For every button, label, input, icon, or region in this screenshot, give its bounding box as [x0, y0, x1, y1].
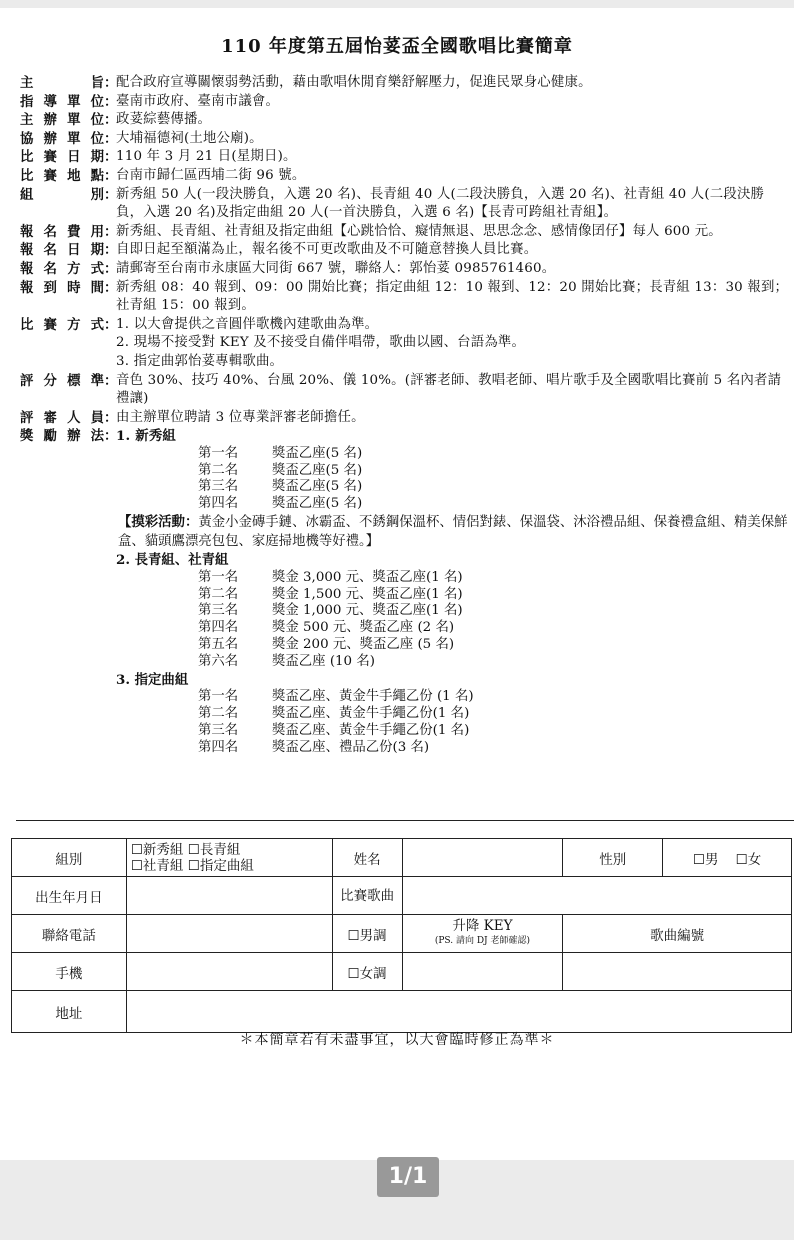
- prize-row: [20, 723, 790, 740]
- rule-label: 組別: [20, 186, 104, 203]
- prize-desc: 獎盃乙座(5 名): [272, 479, 363, 495]
- rule-value: 政荽綜藝傳播。: [116, 112, 212, 128]
- rule-value: 新秀組、長青組、社青組及指定曲組【心跳恰恰、癡情無退、思思念念、感情像囝仔】每人 600 元。: [116, 223, 722, 239]
- rule-value: 由主辦單位聘請 3 位專業評審老師擔任。: [116, 409, 365, 425]
- group-label: 組別: [12, 839, 127, 877]
- key-field[interactable]: [402, 953, 563, 991]
- gender-options: [663, 839, 792, 877]
- prize-row: [20, 654, 790, 671]
- name-field[interactable]: [402, 839, 563, 877]
- checkbox-elder-group[interactable]: ☐長青組: [187, 841, 241, 858]
- prize-rank: 第二名: [198, 706, 239, 722]
- prize-desc: 獎盃乙座(5 名): [272, 445, 363, 461]
- rule-label: 指導單位: [20, 93, 104, 110]
- prize-row: [20, 496, 790, 513]
- prize-rank: 第二名: [198, 462, 239, 478]
- prize-row: [20, 706, 790, 723]
- rule-value: 110 年 3 月 21 日(星期日)。: [116, 149, 297, 165]
- prize-desc: 獎金 3,000 元、獎盃乙座(1 名): [272, 569, 463, 585]
- rule-label: 報名費用: [20, 223, 104, 240]
- prize-row: [20, 587, 790, 604]
- phone-label: 聯絡電話: [12, 915, 127, 953]
- rule-label: 協辦單位: [20, 130, 104, 147]
- method-item: 1. 以大會提供之音圓伴歌機內建歌曲為準。: [116, 316, 379, 332]
- prize-desc: 獎盃乙座、禮品乙份(3 名): [272, 739, 430, 755]
- rule-row: 指導單位 ： 臺南市政府、臺南市議會。: [20, 93, 790, 112]
- group-options: [126, 839, 332, 877]
- checkbox-female[interactable]: ☐女: [735, 851, 762, 868]
- award-category-title: 2. 長青組、社青組: [116, 552, 229, 569]
- rule-label: 報到時間: [20, 279, 104, 296]
- rule-value: 台南市歸仁區西埔二街 96 號。: [116, 167, 306, 183]
- award-list-new: [20, 446, 790, 513]
- rule-label: 報名方式: [20, 260, 104, 277]
- prize-row: [20, 620, 790, 637]
- rule-label: 比賽方式: [20, 316, 104, 333]
- rule-label: 比賽日期: [20, 149, 104, 166]
- prize-desc: 獎盃乙座(5 名): [272, 462, 363, 478]
- rule-label: 主旨: [20, 75, 104, 91]
- phone-field[interactable]: [126, 915, 332, 953]
- rule-scoring: 評分標準 ： 音色 30%、技巧 40%、台風 20%、儀 10%。(評審老師、教唱老師、唱片歌手及全國歌唱比賽前 5 名內者請禮讓): [20, 372, 790, 409]
- method-item: 3. 指定曲郭怡荽專輯歌曲。: [116, 353, 284, 369]
- registration-form: [11, 838, 792, 1033]
- prize-row: [20, 740, 790, 757]
- lottery-note: [20, 513, 790, 551]
- prize-row: [20, 463, 790, 480]
- prize-row: [20, 446, 790, 463]
- lottery-label: 【摸彩活動：: [118, 514, 199, 531]
- rules-section: [20, 74, 790, 756]
- page-indicator: 1/1: [377, 1157, 439, 1197]
- prize-rank: 第三名: [198, 479, 239, 495]
- prize-desc: 獎金 1,000 元、獎盃乙座(1 名): [272, 603, 463, 619]
- checkbox-new-group[interactable]: ☐新秀組: [130, 841, 184, 858]
- rule-label: 比賽地點: [20, 167, 104, 184]
- birth-label: 出生年月日: [12, 877, 127, 915]
- checkbox-youth-group[interactable]: ☐社青組: [130, 857, 184, 874]
- address-label: 地址: [12, 991, 127, 1033]
- rule-value: 新秀組 50 人(一段決勝負，入選 20 名)、長青組 40 人(二段決勝負，入選 20 名)、社青組 40 人(二段決勝負，入選 20 名)及指定曲組 20 人(一首決勝負，入選 6 名)【長青可跨組社青組】。: [116, 186, 765, 221]
- rule-label: 獎勵辦法: [20, 428, 104, 445]
- checkbox-male-key[interactable]: ☐男調: [332, 915, 402, 953]
- rule-label: 報名日期: [20, 242, 104, 259]
- prize-desc: 獎盃乙座、黃金牛手繩乙份(1 名): [272, 706, 470, 722]
- song-number-label: 歌曲編號: [563, 915, 792, 953]
- song-label: 比賽歌曲: [332, 877, 402, 915]
- prize-row: [20, 637, 790, 654]
- prize-desc: 獎金 1,500 元、獎盃乙座(1 名): [272, 586, 463, 602]
- document-page: [0, 8, 794, 1160]
- rule-row: 報到時間 ： 新秀組 08：40 報到、09：00 開始比賽；指定曲組 12：10 報到、12：20 開始比賽；長青組 13：30 報到；社青組 15：00 報到。: [20, 279, 790, 316]
- key-label: 升降 KEY: [452, 917, 513, 934]
- rule-row: 主旨 ： 配合政府宣導關懷弱勢活動，藉由歌唱休閒育樂舒解壓力，促進民眾身心健康。: [20, 74, 790, 93]
- prize-rank: 第一名: [198, 689, 239, 705]
- rule-row: 主辦單位 ： 政荽綜藝傳播。: [20, 111, 790, 130]
- prize-rank: 第二名: [198, 586, 239, 602]
- rule-row: 報名方式 ： 請郵寄至台南市永康區大同街 667 號，聯絡人：郭怡荽 0985761460。: [20, 260, 790, 279]
- prize-rank: 第三名: [198, 722, 239, 738]
- rule-value: 新秀組 08：40 報到、09：00 開始比賽；指定曲組 12：10 報到、12：20 開始比賽；長青組 13：30 報到；社青組 15：00 報到。: [116, 279, 789, 314]
- prize-desc: 獎金 200 元、獎盃乙座 (5 名): [272, 637, 455, 653]
- rule-value: 音色 30%、技巧 40%、台風 20%、儀 10%。(評審老師、教唱老師、唱片歌手及全國歌唱比賽前 5 名內者請禮讓): [116, 372, 782, 407]
- birth-field[interactable]: [126, 877, 332, 915]
- prize-rank: 第四名: [198, 496, 239, 512]
- rule-label: 評審人員: [20, 409, 104, 426]
- rule-value: 臺南市政府、臺南市議會。: [116, 93, 280, 109]
- rule-label: 主辦單位: [20, 112, 104, 129]
- prize-desc: 獎盃乙座、黃金牛手繩乙份 (1 名): [272, 689, 474, 705]
- rule-awards: 獎勵辦法 ： 1. 新秀組: [20, 427, 790, 446]
- song-number-field[interactable]: [563, 953, 792, 991]
- rule-row: 協辦單位 ： 大埔福德祠(土地公廟)。: [20, 130, 790, 149]
- prize-desc: 獎金 500 元、獎盃乙座 (2 名): [272, 620, 455, 636]
- rule-value: 自即日起至額滿為止，報名後不可更改歌曲及不可隨意替換人員比賽。: [116, 242, 538, 258]
- prize-rank: 第四名: [198, 620, 239, 636]
- rule-row: 比賽日期 ： 110 年 3 月 21 日(星期日)。: [20, 148, 790, 167]
- rule-judges: 評審人員 ： 由主辦單位聘請 3 位專業評審老師擔任。: [20, 409, 790, 428]
- prize-rank: 第三名: [198, 603, 239, 619]
- prize-desc: 獎盃乙座、黃金牛手繩乙份(1 名): [272, 722, 470, 738]
- prize-rank: 第一名: [198, 569, 239, 585]
- prize-row: [20, 689, 790, 706]
- rule-value: 配合政府宣導關懷弱勢活動，藉由歌唱休閒育樂舒解壓力，促進民眾身心健康。: [116, 75, 592, 90]
- prize-rank: 第五名: [198, 637, 239, 653]
- song-field[interactable]: [402, 877, 791, 915]
- checkbox-assigned-group[interactable]: ☐指定曲組: [187, 857, 254, 874]
- rule-value: 請郵寄至台南市永康區大同街 667 號，聯絡人：郭怡荽 0985761460。: [116, 260, 556, 276]
- checkbox-female-key[interactable]: ☐女調: [332, 953, 402, 991]
- mobile-label: 手機: [12, 953, 127, 991]
- rule-value: 大埔福德祠(土地公廟)。: [116, 130, 263, 146]
- prize-rank: 第六名: [198, 653, 239, 669]
- prize-desc: 獎盃乙座(5 名): [272, 496, 363, 512]
- address-field[interactable]: [126, 991, 791, 1033]
- rule-label: 評分標準: [20, 372, 104, 389]
- rule-row: 組別 ： 新秀組 50 人(一段決勝負，入選 20 名)、長青組 40 人(二段決勝負，入選 20 名)、社青組 40 人(二段決勝負，入選 20 名)及指定曲組 20 人(一首決勝負，入選 6 名)【長青可跨組社青組】。: [20, 186, 790, 223]
- award-list-elder-youth: [20, 570, 790, 671]
- method-item: 2. 現場不接受對 KEY 及不接受自備伴唱帶，歌曲以國、台語為準。: [116, 335, 526, 351]
- award-category-title: 3. 指定曲組: [116, 671, 189, 688]
- document-title: 110 年度第五屆怡荽盃全國歌唱比賽簡章: [221, 36, 573, 57]
- key-header: [402, 915, 563, 953]
- rule-row: 報名日期 ： 自即日起至額滿為止，報名後不可更改歌曲及不可隨意替換人員比賽。: [20, 241, 790, 260]
- key-note: (PS. 請向 DJ 老師確認): [434, 935, 531, 946]
- lottery-text: 黃金小金磚手鏈、冰霸盃、不銹鋼保溫杯、情侶對錶、保溫袋、沐浴禮品組、保養禮盒組、精美保鮮盒、貓頭鷹漂亮包包、家庭掃地機等好禮。】: [118, 515, 788, 549]
- name-label: 姓名: [332, 839, 402, 877]
- prize-rank: 第一名: [198, 445, 239, 461]
- checkbox-male[interactable]: ☐男: [692, 851, 719, 868]
- prize-row: [20, 603, 790, 620]
- prize-row: [20, 479, 790, 496]
- gender-label: 性別: [563, 839, 663, 877]
- footer-note: ＊本簡章若有未盡事宜，以大會臨時修正為準＊: [239, 1032, 555, 1048]
- mobile-field[interactable]: [126, 953, 332, 991]
- rule-row: 報名費用 ： 新秀組、長青組、社青組及指定曲組【心跳恰恰、癡情無退、思思念念、感情像囝仔】每人 600 元。: [20, 223, 790, 242]
- prize-row: [20, 570, 790, 587]
- award-list-assigned: [20, 689, 790, 756]
- award-category-title: 1. 新秀組: [116, 428, 177, 445]
- prize-rank: 第四名: [198, 739, 239, 755]
- prize-desc: 獎盃乙座 (10 名): [272, 653, 375, 669]
- divider: [16, 820, 794, 821]
- rule-row: 比賽地點 ： 台南市歸仁區西埔二街 96 號。: [20, 167, 790, 186]
- rule-method: 比賽方式 ： 1. 以大會提供之音圓伴歌機內建歌曲為準。 2. 現場不接受對 KEY 及不接受自備伴唱帶，歌曲以國、台語為準。 3. 指定曲郭怡荽專輯歌曲。: [20, 316, 790, 372]
